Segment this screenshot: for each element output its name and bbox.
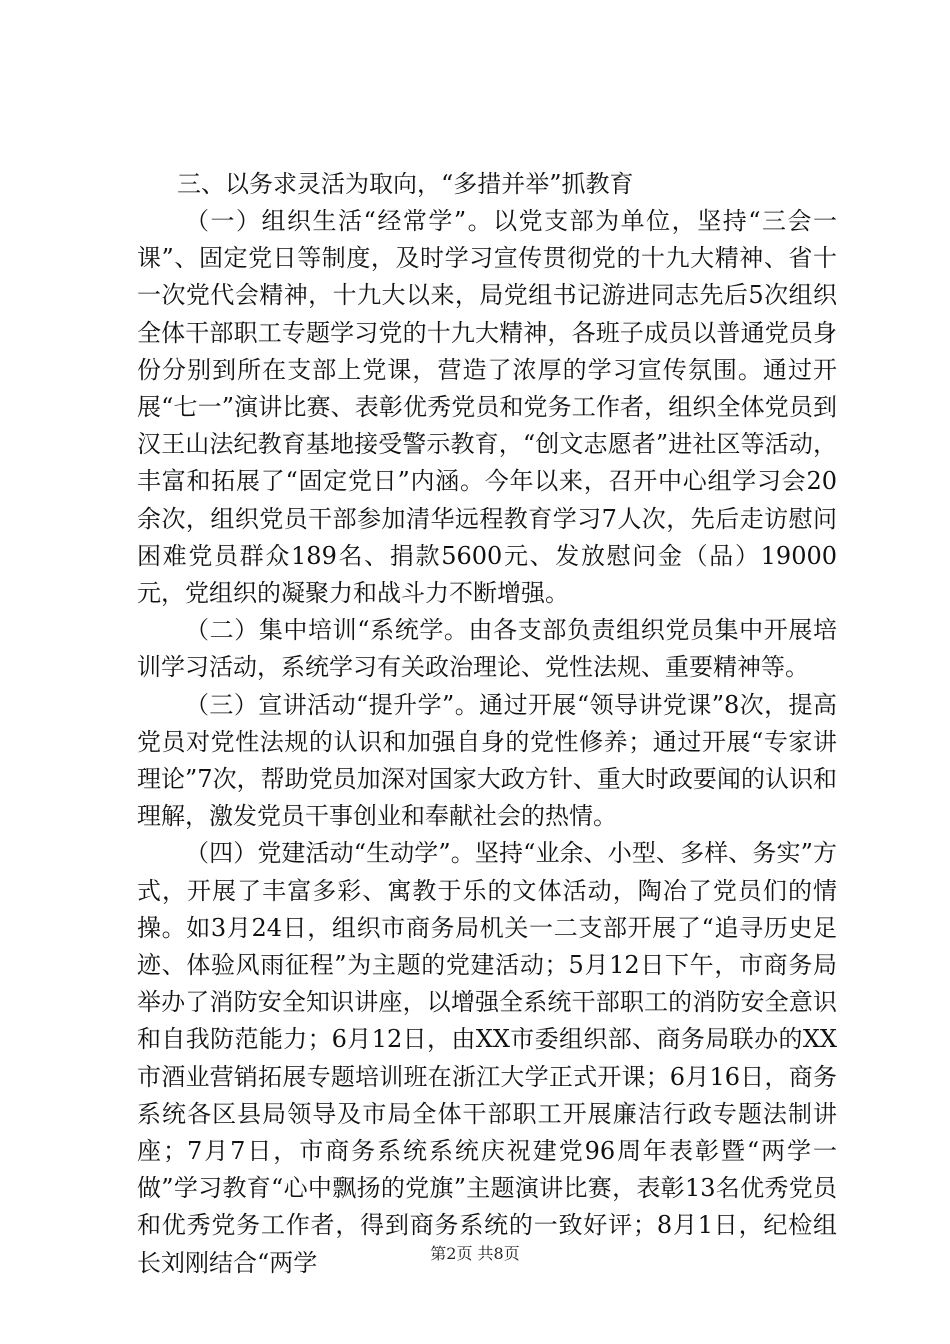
document-body — [137, 166, 837, 1282]
paragraph-1: （一）组织生活“经常学”。以党支部为单位，坚持“三会一课”、固定党日等制度，及时学习宣传贯彻党的十九大精神、省十一次党代会精神，十九大以来，局党组书记游进同志先后5次组织全体干部职工专题学习党的十九大精神，各班子成员以普通党员身份分别到所在支部上党课，营造了浓厚的学习宣传氛围。通过开展“七一”演讲比赛、表彰优秀党员和党务工作者，组织全体党员到汉王山法纪教育基地接受警示教育，“创文志愿者”进社区等活动，丰富和拓展了“固定党日”内涵。今年以来，召开中心组学习会20余次，组织党员干部参加清华远程教育学习7人次，先后走访慰问困难党员群众189名、捐款5600元、发放慰问金（品）19000元，党组织的凝聚力和战斗力不断增强。 — [137, 207, 837, 608]
page-number-footer: 第2页 共8页 — [430, 1244, 520, 1263]
paragraph-2: （二）集中培训“系统学。由各支部负责组织党员集中开展培训学习活动，系统学习有关政治理论、党性法规、重要精神等。 — [137, 616, 837, 682]
section-heading: 三、以务求灵活为取向，“多措并举”抓教育 — [177, 170, 634, 198]
paragraph-4: （四）党建活动“生动学”。坚持“业余、小型、多样、务实”方式，开展了丰富多彩、寓教于乐的文体活动，陶冶了党员们的情操。如3月24日，组织市商务局机关一二支部开展了“追寻历史足迹、体验风雨征程”为主题的党建活动；5月12日下午，市商务局举办了消防安全知识讲座，以增强全系统干部职工的消防安全意识和自我防范能力；6月12日，由XX市委组织部、商务局联办的XX市酒业营销拓展专题培训班在浙江大学正式开课；6月16日，商务系统各区县局领导及市局全体干部职工开展廉洁行政专题法制讲座；7月7日，市商务系统系统庆祝建党96周年表彰暨“两学一做”学习教育“心中飘扬的党旗”主题演讲比赛，表彰13名优秀党员和优秀党务工作者，得到商务系统的一致好评；8月1日，纪检组长刘刚结合“两学 — [137, 839, 837, 1277]
paragraph-3: （三）宣讲活动“提升学”。通过开展“领导讲党课”8次，提高党员对党性法规的认识和加强自身的党性修养；通过开展“专家讲理论”7次，帮助党员加深对国家大政方针、重大时政要闻的认识和理解，激发党员干事创业和奉献社会的热情。 — [137, 690, 837, 831]
